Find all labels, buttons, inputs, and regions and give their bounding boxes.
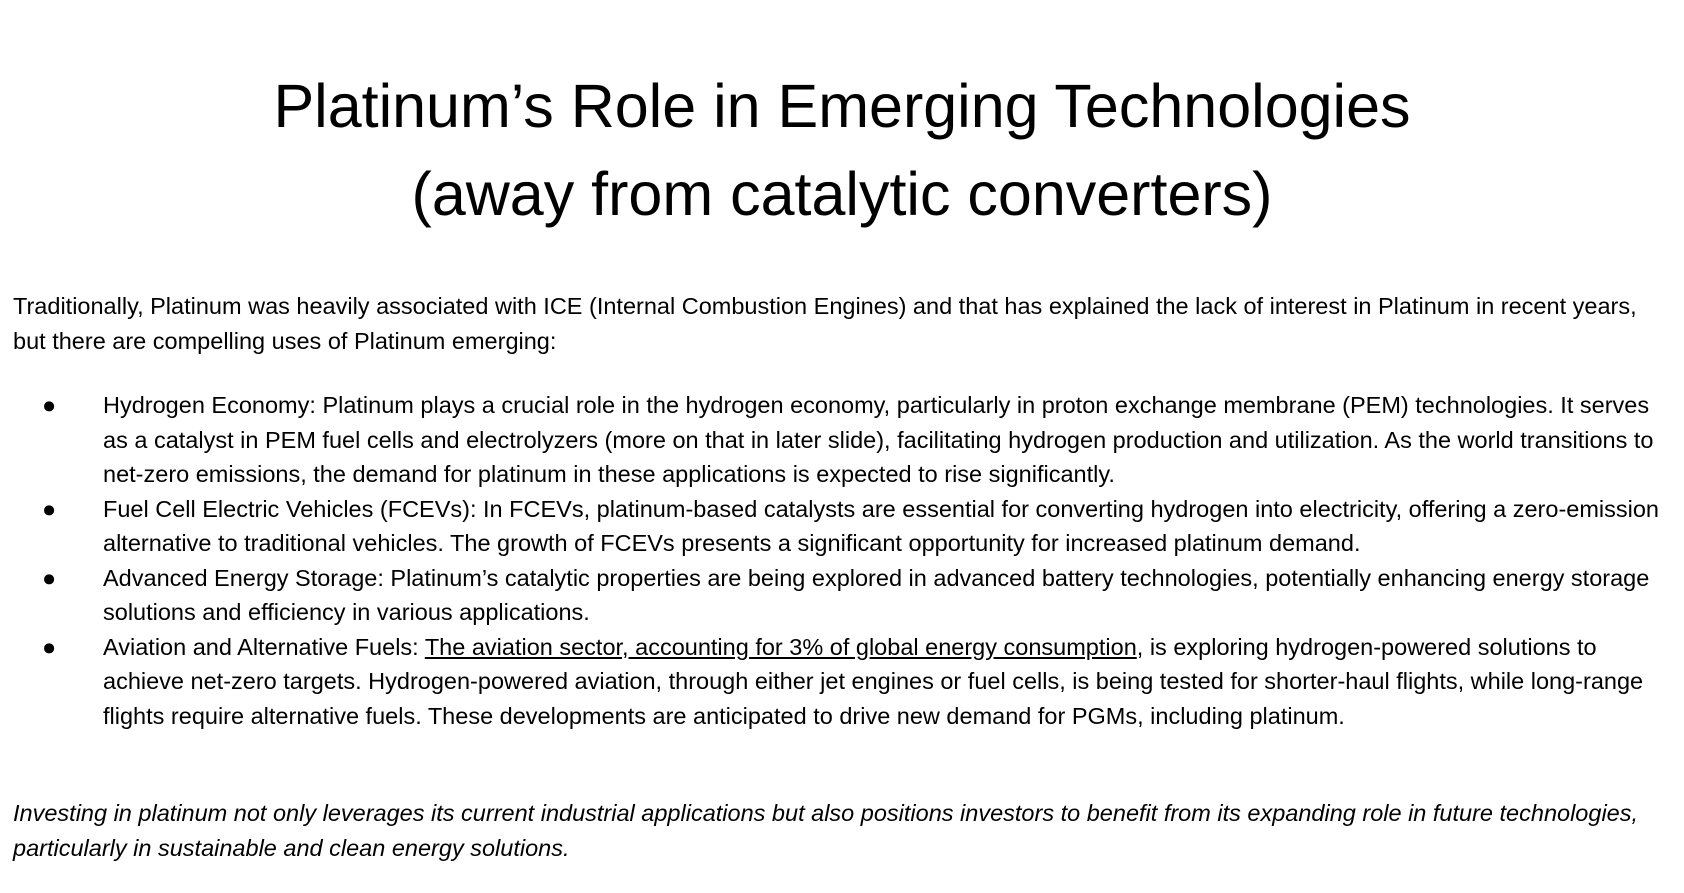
bullet-item-energy-storage — [0, 561, 1684, 630]
bullet-icon: ● — [42, 633, 57, 660]
bullet-text-prefix: Aviation and Alternative Fuels: — [103, 633, 425, 660]
bullet-text: Fuel Cell Electric Vehicles (FCEVs): In FCEVs, platinum-based catalysts are essential for converting hydrogen into electricity, offering a zero-emission alternative to traditional vehicles. The growth of FCEVs presents a significant opportunity for increased platinum demand. — [103, 495, 1660, 556]
page-title — [0, 62, 1684, 238]
bullet-icon: ● — [42, 392, 57, 418]
title-line-1: Platinum’s Role in Emerging Technologies — [273, 72, 1411, 140]
bullet-text: Hydrogen Economy: Platinum plays a crucial role in the hydrogen economy, particularly in proton exchange membrane (PEM) technologies. It serves as a catalyst in PEM fuel cells and electrolyzers (more on that in later slide), facilitating hydrogen production and utilization. As the world transitions to net-zero emissions, the demand for platinum in these applications is expected to rise significantly. — [103, 392, 1654, 487]
intro-paragraph: Traditionally, Platinum was heavily associated with ICE (Internal Combustion Engines) and that has explained the lack of interest in Platinum in recent years, but there are compelling uses of Platinum emerging: — [13, 293, 1637, 354]
bullet-list — [0, 388, 1684, 733]
bullet-icon: ● — [42, 564, 57, 591]
bullet-item-fcev — [0, 492, 1684, 561]
closing-paragraph: Investing in platinum not only leverages its current industrial applications but also positions investors to benefit from its expanding role in future technologies, particularly in sustainable and clean energy solutions. — [13, 800, 1639, 861]
bullet-item-aviation — [0, 630, 1684, 734]
bullet-text: Advanced Energy Storage: Platinum’s catalytic properties are being explored in advanced battery technologies, potentially enhancing energy storage solutions and efficiency in various applications. — [103, 564, 1650, 625]
aviation-energy-link[interactable]: The aviation sector, accounting for 3% of global energy consumption — [424, 633, 1137, 660]
bullet-text-suffix: , is exploring hydrogen-powered solutions to achieve net-zero targets. Hydrogen-powered aviation, through either jet engines or fuel cells, is being tested for shorter-haul flights, while long-range flights require alternative fuels. These developments are anticipated to drive new demand for PGMs, including platinum. — [103, 633, 1644, 729]
bullet-item-hydrogen-economy — [0, 388, 1684, 492]
bullet-icon: ● — [42, 495, 57, 522]
title-line-2: (away from catalytic converters) — [411, 160, 1273, 228]
